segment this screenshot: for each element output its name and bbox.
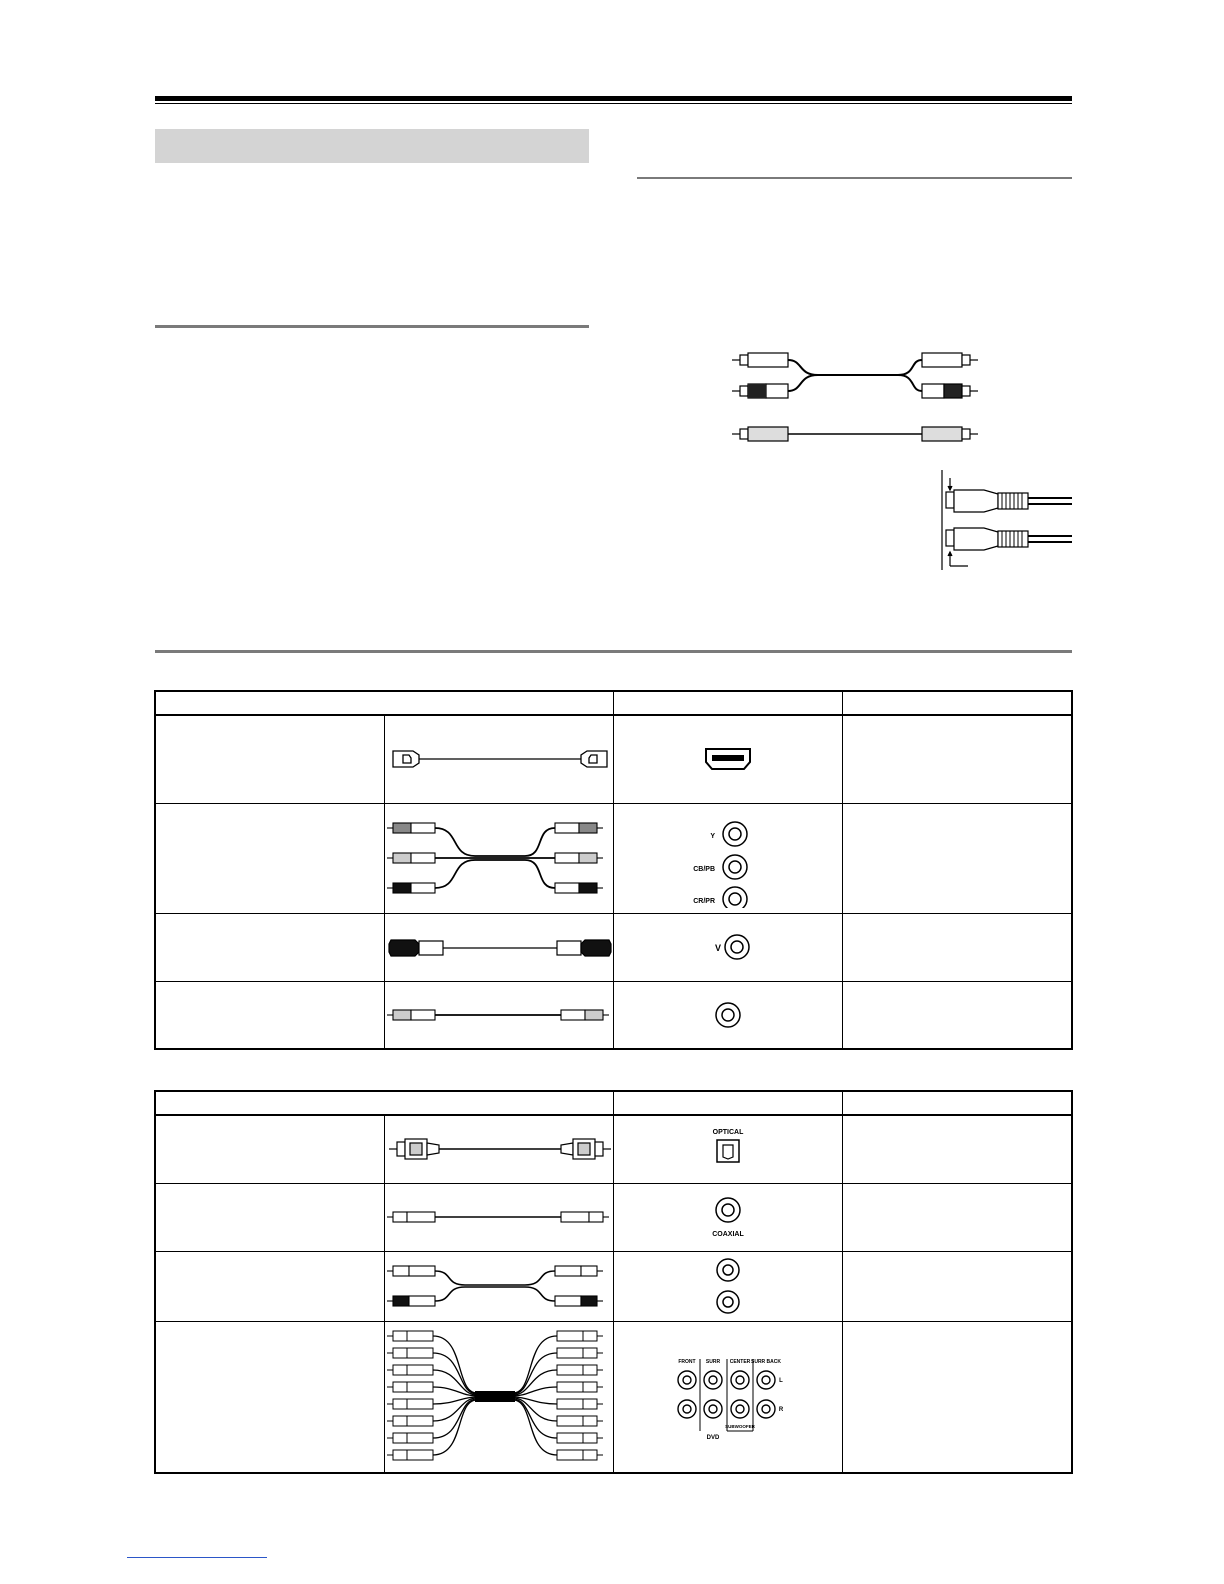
header-description xyxy=(843,1091,1072,1115)
section-heading-bar xyxy=(155,129,589,163)
subsection-rule-left xyxy=(155,325,589,328)
description-cell xyxy=(843,803,1072,913)
cable-name-cell xyxy=(155,715,384,803)
jack-image-cell xyxy=(614,1321,843,1473)
cable-name-cell xyxy=(155,1321,384,1473)
description-cell xyxy=(843,1321,1072,1473)
header-description xyxy=(843,691,1072,715)
jack-label-dvd: DVD xyxy=(706,1434,720,1441)
jack-image-cell xyxy=(614,803,843,913)
jack-label-optical: OPTICAL xyxy=(712,1129,744,1137)
video-connection-table xyxy=(154,690,1073,1050)
header-rule-thin xyxy=(155,103,1072,104)
footer-link-underline[interactable] xyxy=(127,1557,267,1558)
hdmi-cable-icon xyxy=(385,744,615,774)
cable-image-cell xyxy=(384,715,613,803)
jack-label-center: CENTER xyxy=(729,1358,751,1365)
s-video-cable-icon xyxy=(385,932,615,962)
header-cable xyxy=(155,691,614,715)
description-cell xyxy=(843,981,1072,1049)
cable-image-cell xyxy=(384,913,613,981)
subsection-rule-right xyxy=(637,177,1072,179)
jack-image-cell xyxy=(614,913,843,981)
s-video-jack-icon xyxy=(693,927,763,967)
description-cell xyxy=(843,715,1072,803)
cable-image-cell xyxy=(384,981,613,1049)
cable-name-cell xyxy=(155,1251,384,1321)
cable-name-cell xyxy=(155,803,384,913)
component-video-cable-icon xyxy=(385,818,615,898)
cable-image-cell xyxy=(384,1115,613,1183)
cable-image-cell xyxy=(384,1183,613,1251)
cable-image-cell xyxy=(384,803,613,913)
jack-label-l: L xyxy=(779,1377,783,1384)
multichannel-audio-jack-icon xyxy=(669,1347,787,1447)
header-rule-thick xyxy=(155,96,1072,101)
rca-audio-cable-illustration xyxy=(728,348,988,448)
table-header-row xyxy=(155,1091,1072,1115)
analog-audio-jack-icon xyxy=(703,1254,753,1318)
plug-insertion-illustration xyxy=(938,470,1072,570)
table-row xyxy=(155,1321,1072,1473)
description-cell xyxy=(843,1183,1072,1251)
jack-label-v: V xyxy=(715,943,722,953)
optical-cable-icon xyxy=(385,1134,615,1164)
cable-name-cell xyxy=(155,1183,384,1251)
jack-label-front: FRONT xyxy=(678,1358,696,1365)
header-jack xyxy=(614,691,843,715)
multichannel-audio-cable-icon xyxy=(385,1327,615,1467)
table-row xyxy=(155,913,1072,981)
jack-label-subwoofer: SUBWOOFER xyxy=(725,1423,755,1429)
cable-image-cell xyxy=(384,1251,613,1321)
table-row xyxy=(155,1115,1072,1183)
jack-label-cb-pb: CB/PB xyxy=(693,866,716,873)
table-row xyxy=(155,1251,1072,1321)
description-cell xyxy=(843,1251,1072,1321)
description-cell xyxy=(843,1115,1072,1183)
jack-label-y: Y xyxy=(710,833,716,840)
composite-video-cable-icon xyxy=(385,1000,615,1030)
jack-image-cell xyxy=(614,1183,843,1251)
jack-image-cell xyxy=(614,981,843,1049)
description-cell xyxy=(843,913,1072,981)
coaxial-cable-icon xyxy=(385,1202,615,1232)
jack-label-cr-pr: CR/PR xyxy=(693,898,716,905)
optical-jack-icon xyxy=(693,1124,763,1174)
hdmi-jack-icon xyxy=(698,744,758,774)
jack-label-surr: SURR xyxy=(706,1358,721,1365)
jack-label-coaxial: COAXIAL xyxy=(712,1231,744,1238)
cable-name-cell xyxy=(155,981,384,1049)
left-plugs xyxy=(393,1331,433,1460)
header-cable xyxy=(155,1091,614,1115)
table-row xyxy=(155,981,1072,1049)
coaxial-jack-icon xyxy=(693,1192,763,1242)
jack-image-cell xyxy=(614,715,843,803)
component-video-jack-icon xyxy=(683,808,773,908)
audio-connection-table xyxy=(154,1090,1073,1474)
table-row xyxy=(155,715,1072,803)
jack-image-cell xyxy=(614,1251,843,1321)
cable-image-cell xyxy=(384,1321,613,1473)
table-row xyxy=(155,1183,1072,1251)
header-jack xyxy=(614,1091,843,1115)
table-header-row xyxy=(155,691,1072,715)
jack-label-surr-back: SURR BACK xyxy=(751,1358,782,1365)
right-plugs xyxy=(557,1331,597,1460)
section-rule-wide xyxy=(155,650,1072,653)
table-row xyxy=(155,803,1072,913)
jack-label-r: R xyxy=(778,1406,784,1413)
composite-video-jack-icon xyxy=(708,995,748,1035)
cable-name-cell xyxy=(155,913,384,981)
jack-image-cell xyxy=(614,1115,843,1183)
cable-name-cell xyxy=(155,1115,384,1183)
analog-audio-cable-icon xyxy=(385,1261,615,1311)
